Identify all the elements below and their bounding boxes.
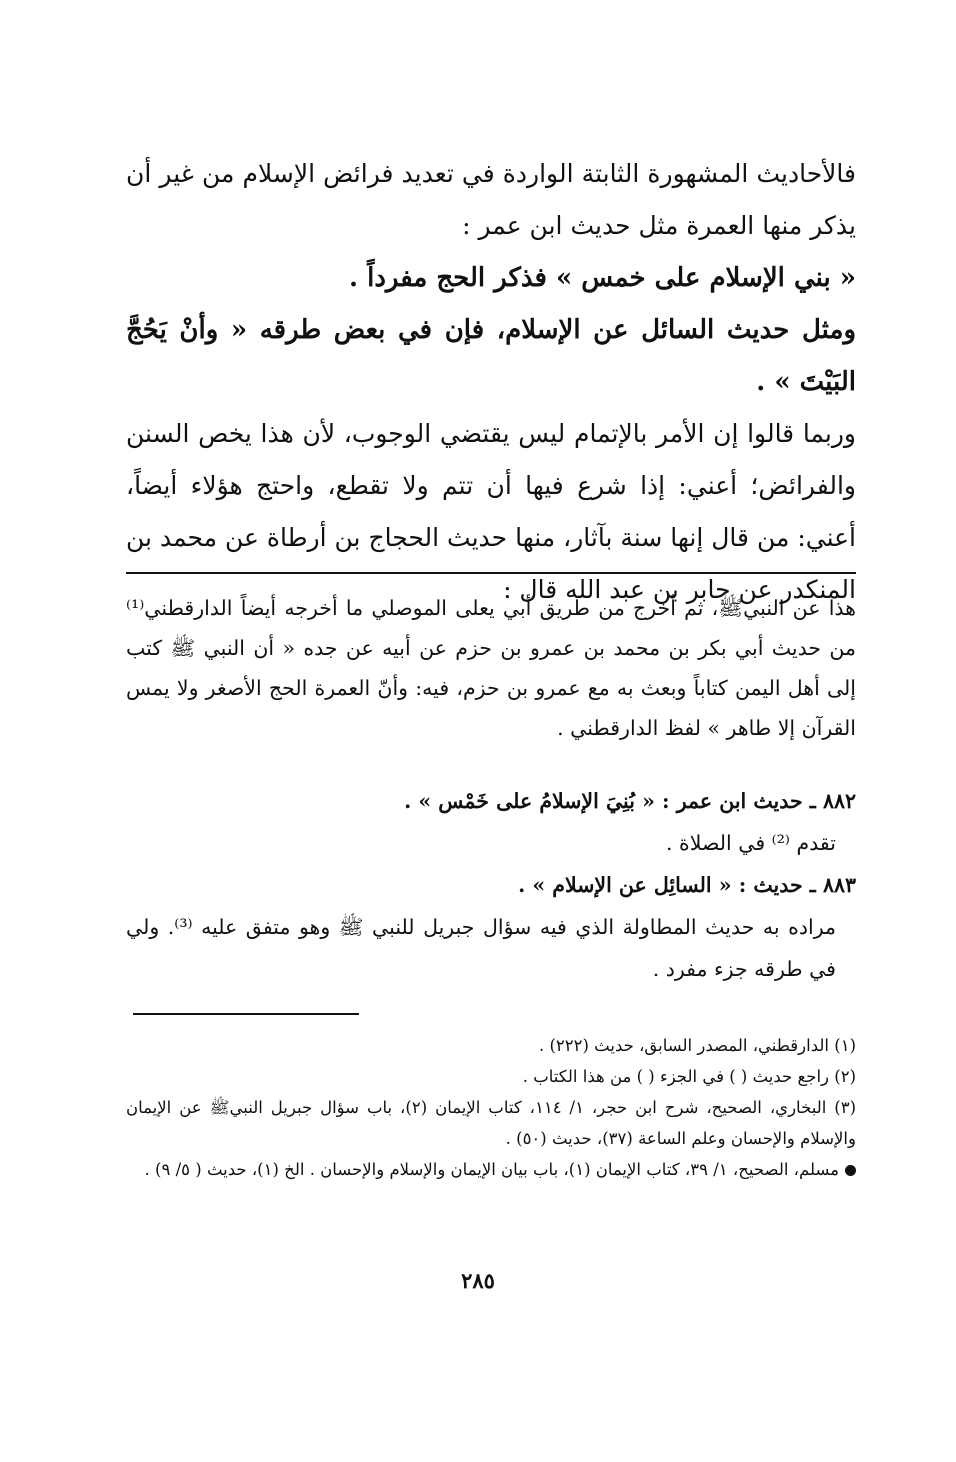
footnote-divider: [133, 1013, 359, 1015]
commentary-note: [126, 588, 856, 748]
main-divider: [126, 572, 856, 574]
commentary-text: هذا عن النبيﷺ، ثم أخرج من طريق أبي يعلى الموصلي ما أخرجه أيضاً الدارقطني⁽¹⁾ من حديث أبي بكر بن محمد بن عمرو بن حزم عن أبيه عن جده « أن النبي ﷺ كتب إلى أهل اليمن كتاباً وبعث به مع عمرو بن حزم، فيه: وأنّ العمرة الحج الأصغر ولا يمس القرآن إلا طاهر » لفظ الدارقطني .: [126, 596, 856, 740]
main-paragraph: فالأحاديث المشهورة الثابتة الواردة في تعديد فرائض الإسلام من غير أن يذكر منها العمرة مثل حديث ابن عمر :: [126, 159, 856, 240]
footnote-4: [126, 1154, 856, 1185]
hadith-entries: [126, 780, 856, 990]
entry-882-heading: ٨٨٢ ـ حديث ابن عمر : « بُنِيَ الإسلامُ على خَمْس » .: [404, 789, 856, 813]
hadith-quote: ومثل حديث السائل عن الإسلام، فإن في بعض طرقه « وأنْ يَحُجَّ البَيْتَ » .: [126, 315, 856, 397]
entry-883-text: مراده به حديث المطاولة الذي فيه سؤال جبريل للنبي ﷺ وهو متفق عليه ⁽³⁾. ولي في طرقه جزء مفرد .: [126, 915, 836, 981]
main-text: [126, 148, 856, 616]
footnote-4-text: مسلم، الصحيح، ١/ ٣٩، كتاب الإيمان (١)، باب بيان الإيمان والإسلام والإحسان . الخ (١)، حديث ( ٥/ ٩) .: [144, 1160, 839, 1179]
footnote-3: (٣) البخاري، الصحيح، شرح ابن حجر، ١/ ١١٤، كتاب الإيمان (٢)، باب سؤال جبريل النبيﷺ عن الإيمان والإسلام والإحسان وعلم الساعة (٣٧)، حديث (٥٠) .: [126, 1098, 857, 1148]
main-paragraph: وربما قالوا إن الأمر بالإتمام ليس يقتضي الوجوب، لأن هذا يخص السنن والفرائض؛ أعني: إذا شرع فيها أن تتم ولا تقطع، واحتج هؤلاء أيضاً، أعني: من قال إنها سنة بآثار، منها حديث الحجاج بن أرطاة عن محمد بن المنكدر عن جابر بن عبد الله قال :: [126, 419, 856, 604]
hadith-quote: « بني الإسلام على خمس » فذكر الحج مفرداً .: [349, 263, 856, 293]
page-number: ٢٨٥: [461, 1268, 495, 1293]
entry-882-text: تقدم ⁽²⁾ في الصلاة .: [666, 831, 836, 855]
footnotes: [126, 1030, 856, 1185]
bullet-icon: [845, 1165, 856, 1176]
footnote-2: (٢) راجع حديث ( ) في الجزء ( ) من هذا الكتاب .: [522, 1067, 856, 1086]
entry-883-heading: ٨٨٣ ـ حديث : « السائِل عن الإسلام » .: [518, 873, 856, 897]
footnote-1: (١) الدارقطني، المصدر السابق، حديث (٢٢٢) .: [538, 1036, 856, 1055]
